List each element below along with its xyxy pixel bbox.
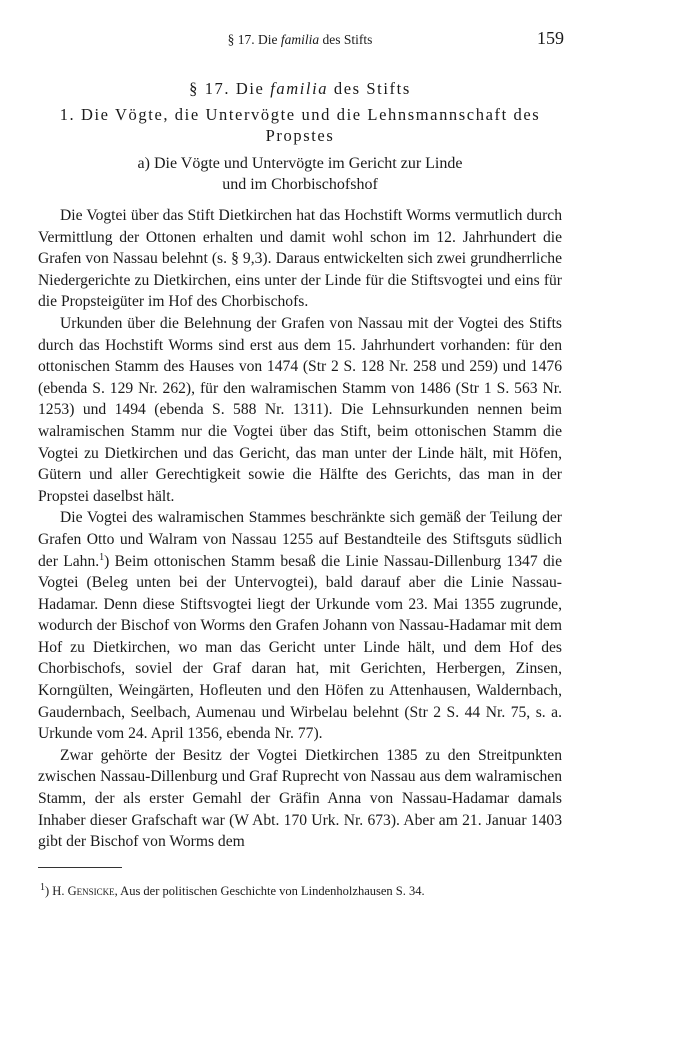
paragraph-1: Die Vogtei über das Stift Dietkirchen hat das Hochstift Worms vermutlich durch Vermittlung der Ottonen erhalten und damit wohl schon im 12. Jahrhundert die Grafen von Nassau belehnt (s. § 9,3). Daraus entwickelten sich zwei grundherrliche Niedergerichte zu Dietkirchen, eins unter der Linde für die Stiftsvogtei und eins für die Propsteigüter im Hof des Chorbischofs. [38,207,562,311]
running-head [38,30,562,54]
paragraph-3: Die Vogtei des walramischen Stammes beschränkte sich gemäß der Teilung der Grafen Otto und Walram von Nassau 1255 auf Bestandteile des Stiftsguts südlich der Lahn.$^1$) Beim ottonischen Stamm besaß die Linie Nassau-Dillenburg 1347 die Vogtei (Beleg unten bei der Untervogtei), bald darauf aber die Linie Nassau-Hadamar. Denn diese Stiftsvogtei liegt der Urkunde vom 23. Mai 1355 zugrunde, wodurch der Bischof von Worms den Grafen Johann von Nassau-Hadamar mit dem Hof zu Dietkirchen, wo man das Gericht unter Linde hält, und dem Hof des Chorbischofs, soviel der Graf daran hat, mit Gerichten, Herbergen, Zinsen, Korngülten, Weingärten, Hofleuten und den Höfen zu Attenhausen, Waldernbach, Gaudernbach, Seelbach, Aumenau und Wirbelau belehnt (Str 2 S. 44 Nr. 75, s. a. Urkunde vom 24. April 1356, ebenda Nr. 77). [38,509,562,743]
footnote-divider [38,867,122,868]
paragraph-4: Zwar gehörte der Besitz der Vogtei Dietkirchen 1385 zu den Streitpunkten zwischen Nassau-Dillenburg und Graf Ruprecht von Nassau aus dem walramischen Stamm, der als erster Gemahl der Gräfin Anna von Nassau-Hadamar damals Inhaber dieser Grafschaft war (W Abt. 170 Urk. Nr. 673). Aber am 21. Januar 1403 gibt der Bischof von Worms dem [38,746,562,851]
subheading-2-line-1: a) Die Vögte und Untervögte im Gericht zur Linde [137,155,463,172]
page [38,30,562,899]
running-head-title: § 17. Die familia des Stifts [227,32,373,47]
body-text [38,205,562,853]
footnote: $^1$) H. Gensicke, Aus der politischen Geschichte von Lindenholzhausen S. 34. [40,881,425,898]
paragraph-2: Urkunden über die Belehnung der Grafen von Nassau mit der Vogtei des Stifts durch das Hochstift Worms sind erst aus dem 15. Jahrhundert vorhanden: für den ottonischen Stamm des Hauses von 1474 (Str 2 S. 128 Nr. 258 und 259) und 1476 (ebenda S. 129 Nr. 262), für den walramischen Stamm von 1486 (Str 1 S. 563 Nr. 1253) und 1494 (ebenda S. 588 Nr. 1311). Die Lehnsurkunden nennen beim walramischen Stamm nur die Vogtei über das Stift, beim ottonischen Stamm die Vogtei zu Dietkirchen und das Gericht, das man unter der Linde hält, mit Höfen, Gütern und aller Gerechtigkeit sowie die Hälfte des Gerichts, das man in der Propstei daselbst hält. [38,314,562,505]
footnote-reference: 1 [99,551,105,563]
section-title: § 17. Die familia des Stifts [189,79,411,98]
footnote-author: H. Gensicke [52,883,115,898]
subheading-2-line-2: und im Chorbischofshof [222,176,378,193]
subheading-1: 1. Die Vögte, die Untervögte und die Lehnsmannschaft des Propstes [59,105,541,145]
subheading-2 [38,153,562,195]
page-number: 159 [537,28,564,48]
